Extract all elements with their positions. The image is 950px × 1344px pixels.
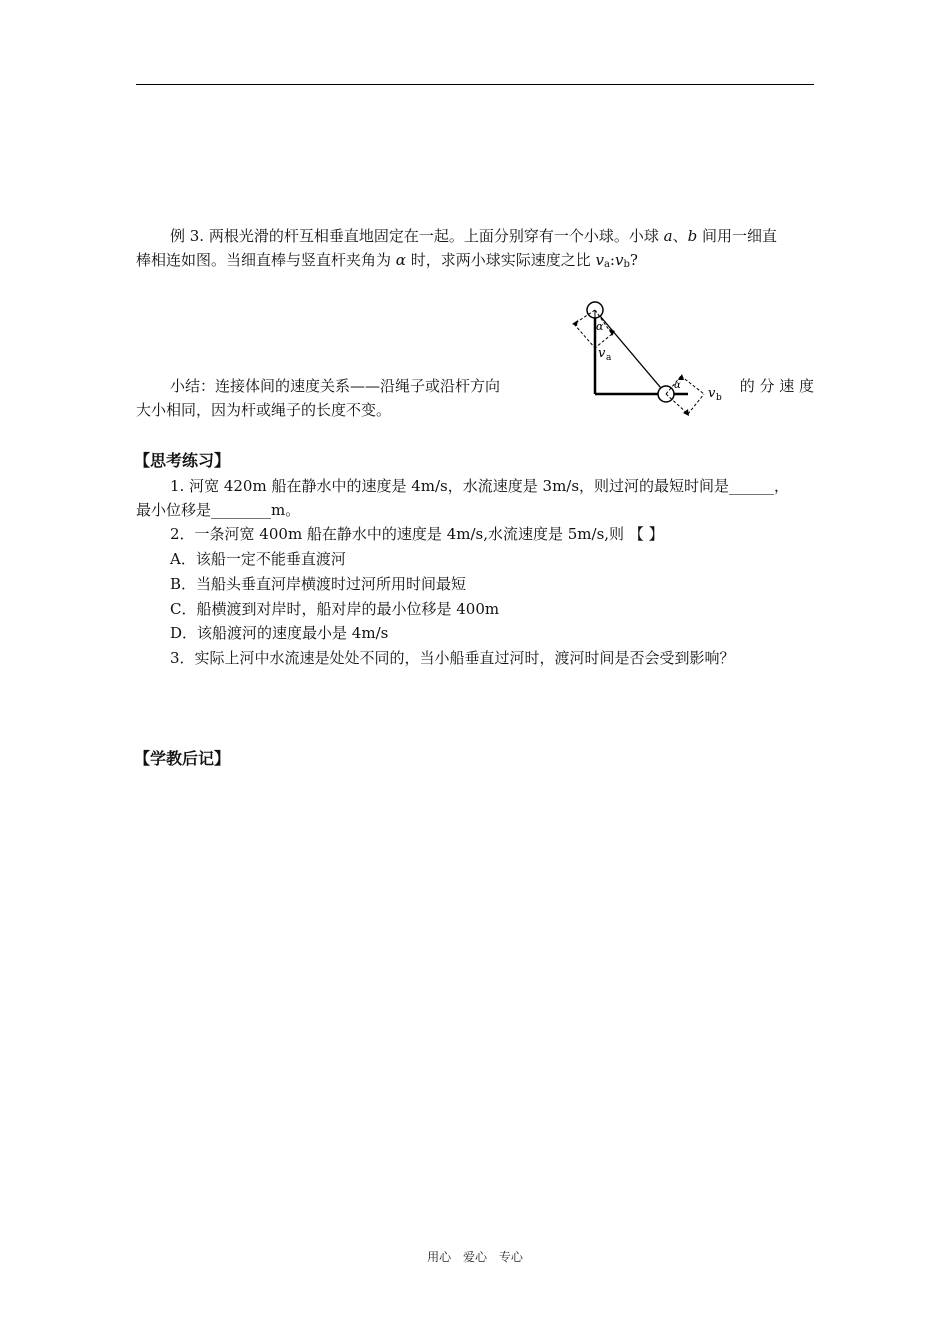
practice-heading: 【思考练习】 [134, 451, 231, 470]
example-label: 例 3. [170, 227, 205, 245]
page-footer: 用心 爱心 专心 [427, 1250, 523, 1264]
arrowhead-icon [609, 329, 615, 336]
summary-left: 小结：连接体间的速度关系——沿绳子或沿杆方向 [170, 377, 501, 395]
question-1-line-2: 最小位移是________m。 [136, 501, 301, 519]
header-rule [136, 84, 814, 85]
question-2: 2．一条河宽 400m 船在静水中的速度是 4m/s,水流速度是 5m/s,则 【 】 [170, 525, 664, 543]
alpha-label-top: α [596, 320, 604, 333]
va-sub: a [606, 353, 612, 363]
option-d: D．该船渡河的速度最小是 4m/s [170, 624, 389, 642]
afterword-heading: 【学教后记】 [134, 749, 231, 768]
summary-right: 的 分 速 度 [739, 377, 814, 395]
example-3-line-2: 棒相连如图。当细直棒与竖直杆夹角为 α 时，求两小球实际速度之比 $v_a:v_b$? [136, 251, 638, 270]
arrowhead-icon [572, 320, 578, 326]
option-c: C．船横渡到对岸时，船对岸的最小位移是 400m [170, 600, 500, 618]
question-1-line-1: 1. 河宽 420m 船在静水中的速度是 4m/s，水流速度是 3m/s，则过河的最短时间是______， [170, 477, 790, 495]
vb-sub: b [716, 393, 722, 403]
summary-line-2: 大小相同，因为杆或绳子的长度不变。 [136, 401, 392, 419]
option-b: B．当船头垂直河岸横渡时过河所用时间最短 [170, 575, 467, 593]
alpha-label-bottom: α [674, 380, 681, 391]
question-3: 3．实际上河中水流速是处处不同的，当小船垂直过河时，渡河时间是否会受到影响？ [170, 649, 735, 667]
va-label: v [598, 346, 606, 361]
example-3-line-1: 例 3. 两根光滑的杆互相垂直地固定在一起。上面分别穿有一个小球。小球 a、b 间用一细直 [170, 227, 777, 245]
vb-label: v [708, 386, 716, 401]
option-a: A．该船一定不能垂直渡河 [170, 550, 346, 568]
summary-line-1 [136, 374, 814, 398]
